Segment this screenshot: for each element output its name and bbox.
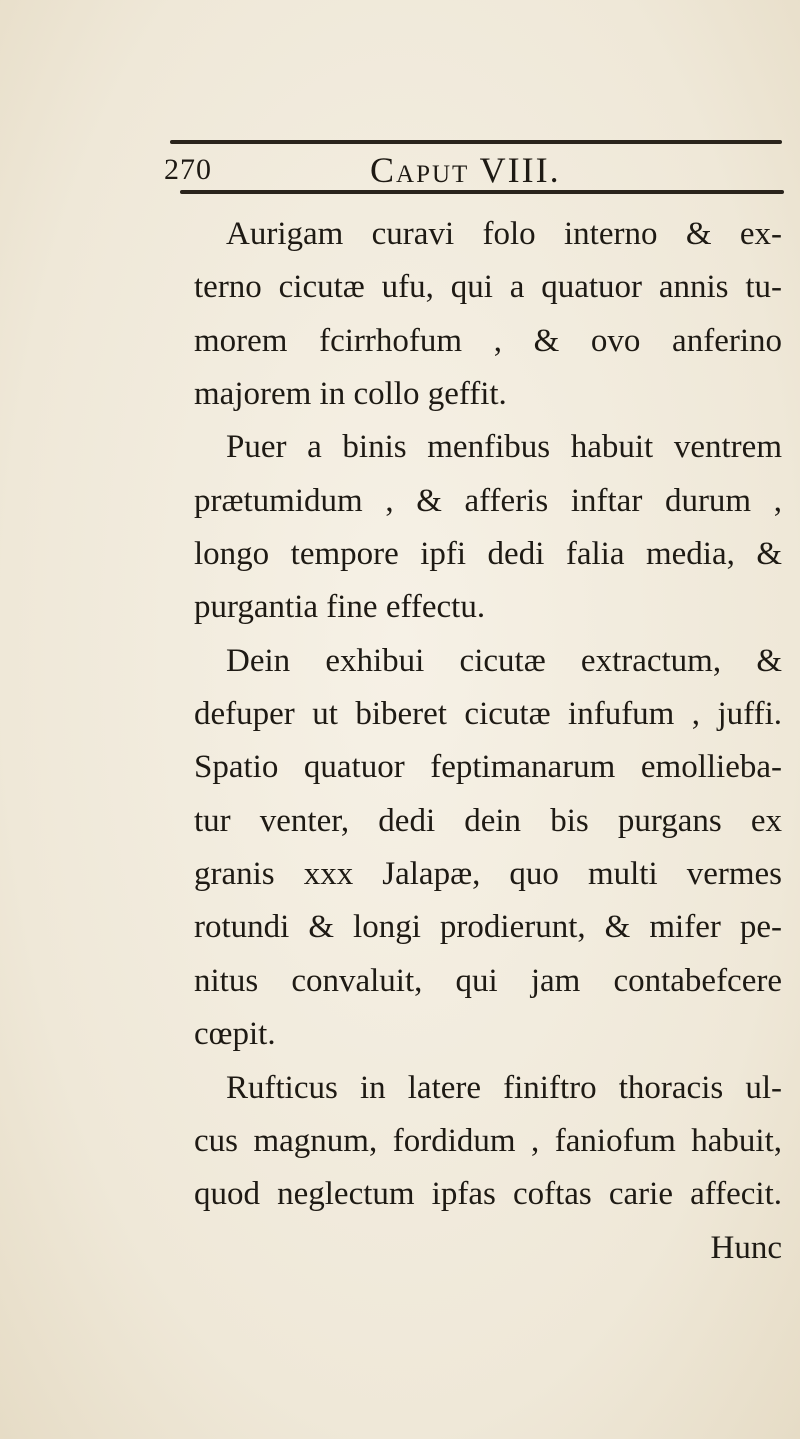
text-line: quod neglectum ipfas coftas carie affecit. (194, 1176, 782, 1213)
header-rule-top (170, 140, 782, 144)
text-line: Spatio quatuor feptimanarum emollieba- (194, 749, 782, 786)
text-line: majorem in collo geffit. (194, 376, 507, 413)
text-line: purgantia fine effectu. (194, 589, 486, 626)
text-line: cus magnum, fordidum , faniofum habuit, (194, 1122, 782, 1159)
text-line: morem fcirrhofum , & ovo anferino (194, 322, 782, 359)
page-number: 270 (164, 153, 212, 186)
running-head: Caput VIII. (370, 150, 561, 190)
text-line: Rufticus in latere finiftro thoracis ul- (226, 1069, 782, 1106)
text-line: Dein exhibui cicutæ extractum, & (226, 642, 782, 679)
catchword: Hunc (710, 1229, 782, 1266)
text-line: defuper ut biberet cicutæ infufum , juffi. (194, 696, 782, 733)
text-line: rotundi & longi prodierunt, & mifer pe- (194, 909, 782, 946)
header-rule-bottom (180, 190, 784, 194)
text-line: cœpit. (194, 1016, 276, 1053)
text-line: Puer a binis menfibus habuit ventrem (226, 429, 782, 466)
text-line: granis xxx Jalapæ, quo multi vermes (194, 856, 782, 893)
text-line: prætumidum , & afferis inftar durum , (194, 482, 782, 519)
text-line: longo tempore ipfi dedi falia media, & (194, 536, 782, 573)
text-line: nitus convaluit, qui jam contabefcere (194, 962, 782, 999)
text-line: terno cicutæ ufu, qui a quatuor annis tu- (194, 269, 782, 306)
body-text (194, 208, 782, 1275)
text-line: tur venter, dedi dein bis purgans ex (194, 802, 782, 839)
text-line: Aurigam curavi folo interno & ex- (226, 216, 782, 252)
